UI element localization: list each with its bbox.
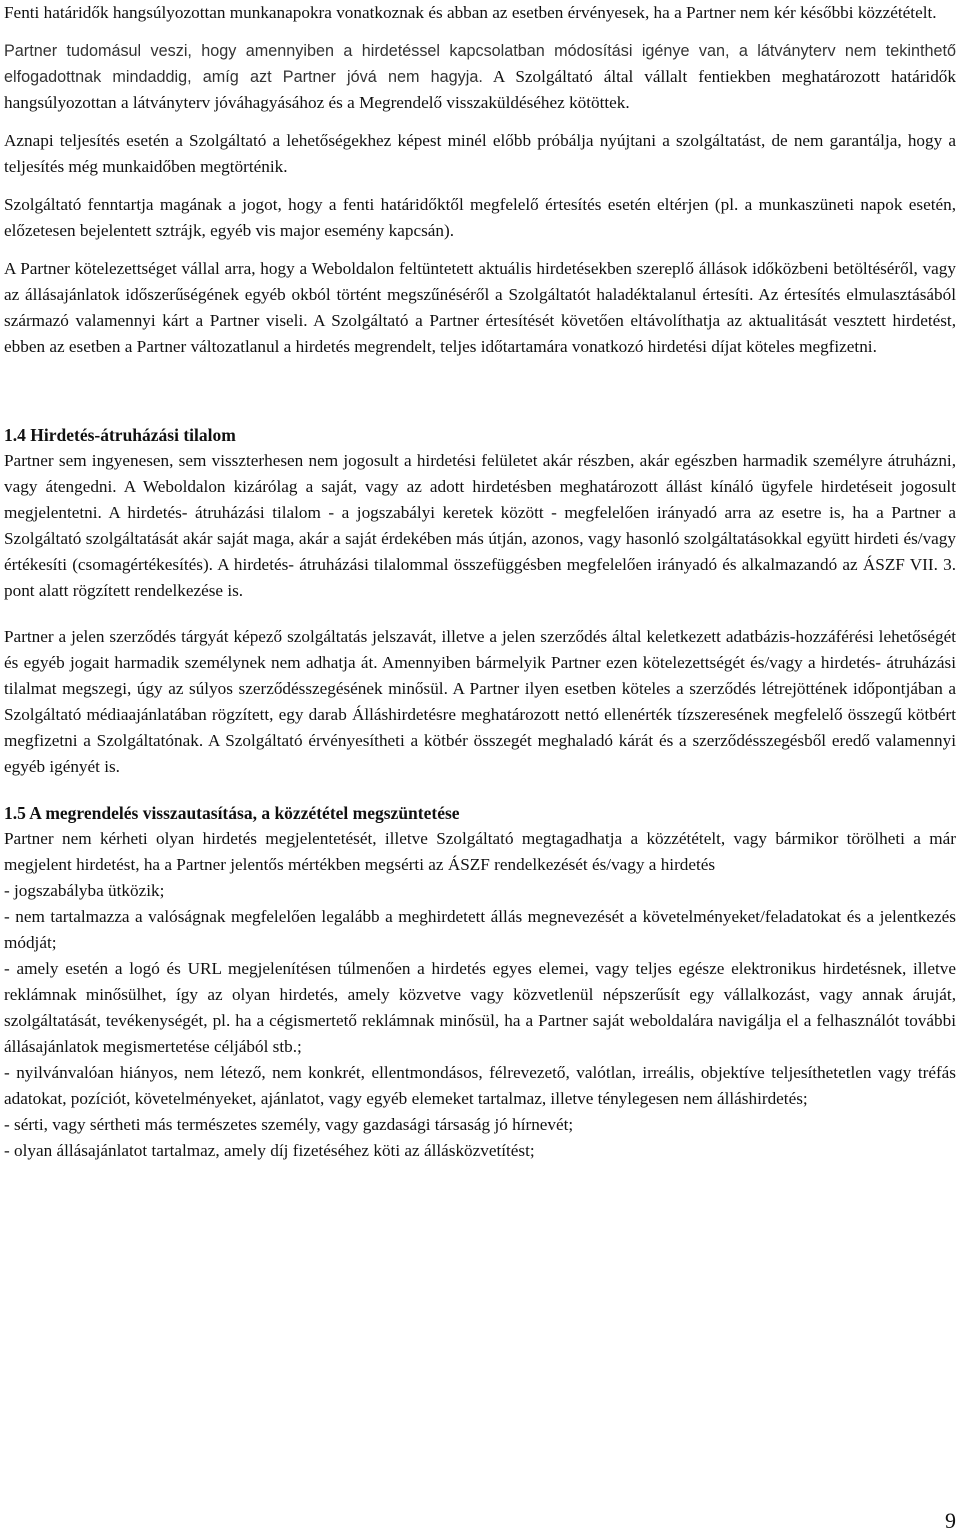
list-item: - olyan állásajánlatot tartalmaz, amely díj fizetéséhez köti az állásközvetítést; [4, 1141, 535, 1160]
paragraph-partner-obligation: A Partner kötelezettséget vállal arra, hogy a Weboldalon feltüntetett aktuális hirdetésekben szereplő állások időközbeni betöltéséről, vagy az állásajánlatok időszerűségének egyéb okból történt megszűnéséről a Szolgáltatót haladéktalanul értesíti. Az értesítés elmulasztásából származó valamennyi kárt a Partner viseli. A Szolgáltató a Partner értesítését követően eltávolíthatja az aktualitását vesztett hirdetést, ebben az esetben a Partner változatlanul a hirdetés megrendelt, teljes időtartamára vonatkozó hirdetési díjat köteles megfizetni. [4, 259, 956, 356]
list-item: - jogszabályba ütközik; [4, 881, 165, 900]
document-page [4, 0, 956, 1164]
list-item: - amely esetén a logó és URL megjelenítésen túlmenően a hirdetés egyes elemei, vagy teljes egésze elektronikus hirdetésnek, illetve reklámnak minősülhet, így az olyan hirdetés, amely közvetve vagy közvetlenül népszerűsít egy vállalkozást, vagy annak áruját, szolgáltatását, tevékenységét, pl. ha a cégismertető reklámnak minősül, ha a Partner saját weboldalára navigálja el a felhasználót további állásajánlatok megismertetése céljából stb.; [4, 959, 956, 1056]
section-heading-1-4: 1.4 Hirdetés-átruházási tilalom [4, 425, 236, 445]
list-item: - sérti, vagy sértheti más természetes személy, vagy gazdasági társaság jó hírnevét; [4, 1115, 574, 1134]
section-heading-1-5: 1.5 A megrendelés visszautasítása, a közzététel megszüntetése [4, 803, 460, 823]
paragraph-design-approval-sans: Partner tudomásul veszi, hogy amennyiben a hirdetéssel kapcsolatban módosítási igénye van, a látványterv nem tekinthető elfogadottnak mindaddig, amíg azt Partner jóvá nem hagyja. [4, 42, 956, 86]
paragraph-design-approval-serif: A Szolgáltató által vállalt fentiekben meghatározott határidők hangsúlyozottan a látványterv jóváhagyásához és a Megrendelő visszaküldéséhez kötöttek. [4, 67, 956, 112]
section-1-5-intro: Partner nem kérheti olyan hirdetés megjelentetését, illetve Szolgáltató megtagadhatja a közzétételt, vagy bármikor törölheti a már megjelent hirdetést, ha a Partner jelentős mértékben megsérti az ÁSZF rendelkezését és/vagy a hirdetés [4, 829, 956, 874]
paragraph-deviation-right: Szolgáltató fenntartja magának a jogot, hogy a fenti határidőktől megfelelő értesítés esetén eltérjen (pl. a munkaszüneti napok esetén, előzetesen bejelentett sztrájk, egyéb vis major esemény kapcsán). [4, 195, 956, 240]
section-1-4-paragraph-2: Partner a jelen szerződés tárgyát képező szolgáltatás jelszavát, illetve a jelen szerződés által keletkezett adatbázis-hozzáférési lehetőségét és egyéb jogait harmadik személynek nem adhatja át. Amennyiben bármelyik Partner ezen kötelezettségét és/vagy a hirdetés- átruházási tilalmat megszegi, úgy az súlyos szerződésszegésének minősül. A Partner ilyen esetben köteles a szerződés létrejöttének időpontjában a Szolgáltató médiaajánlatában rögzített, egy darab Álláshirdetésre meghatározott nettó ellenérték tízszeresének megfelelő összegű kötbért megfizetni a Szolgáltatónak. A Szolgáltató érvényesítheti a kötbér összegét meghaladó kárát és a szerződésszegésből eredő valamennyi egyéb igényét is. [4, 627, 956, 776]
paragraph-same-day: Aznapi teljesítés esetén a Szolgáltató a lehetőségekhez képest minél előbb próbálja nyújtani a szolgáltatást, de nem garantálja, hogy a teljesítés még munkaidőben megtörténik. [4, 131, 956, 176]
paragraph-deadlines: Fenti határidők hangsúlyozottan munkanapokra vonatkoznak és abban az esetben érvényesek, ha a Partner nem kér későbbi közzétételt. [4, 3, 937, 22]
section-1-4-paragraph-1: Partner sem ingyenesen, sem visszterhesen nem jogosult a hirdetési felületet akár részben, akár egészben harmadik személyre átruházni, vagy átengedni. A Weboldalon kizárólag a saját, vagy az adott hirdetésben meghatározott állást kínáló ügyfele hirdetéseit jogosult megjelentetni. A hirdetés- átruházási tilalom - a jogszabályi keretek között - megfelelően irányadó arra az esetre is, ha a Partner a Szolgáltató szolgáltatását akár saját maga, akár a saját érdekében más útján, azonos, vagy hasonló szolgáltatásokkal együtt hirdeti és/vagy értékesíti (csomagértékesítés). A hirdetés- átruházási tilalommal összefüggésben megfelelően irányadó és alkalmazandó az ÁSZF VII. 3. pont alatt rögzített rendelkezése is. [4, 451, 956, 600]
list-item: - nem tartalmazza a valóságnak megfelelően legalább a meghirdetett állás megnevezését a követelményeket/feladatokat és a jelentkezés módját; [4, 907, 956, 952]
paragraph-design-approval [4, 38, 956, 116]
page-number: 9 [945, 1508, 956, 1533]
list-item: - nyilvánvalóan hiányos, nem létező, nem konkrét, ellentmondásos, félrevezető, valótlan, irreális, objektíve teljesíthetetlen vagy tréfás adatokat, pozíciót, követelményeket, ajánlatot, vagy egyéb elemeket tartalmaz, illetve ténylegesen nem álláshirdetés; [4, 1063, 956, 1108]
